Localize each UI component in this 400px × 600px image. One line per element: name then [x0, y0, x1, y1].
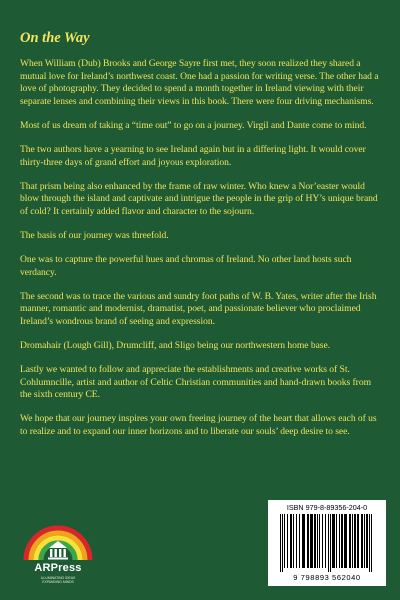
blurb-paragraph: Lastly we wanted to follow and appreciate the establishments and creative works of St. Cohlumncille, artist and author of Celtic Christian communities and hand-drawn books from the sixth century CE. — [20, 364, 371, 401]
barcode-bar — [287, 514, 288, 568]
barcode-bar — [364, 514, 365, 568]
blurb-paragraph: That prism being also enhanced by the frame of raw winter. Who knew a Nor’easter would blow through the island and captivate and intrigue the people in the grip of HY’s unique brand of cold? It certainly added flavor and character to the sojourn. — [20, 180, 378, 217]
barcode-bar — [349, 514, 351, 568]
barcode-bar — [310, 514, 313, 568]
barcode-digits: 9 798893 562040 — [293, 573, 361, 582]
barcode-bar — [336, 514, 337, 568]
barcode-bar — [319, 514, 320, 568]
barcode-bar — [361, 514, 363, 568]
barcode-bar — [299, 514, 300, 568]
rainbow-arch-icon — [20, 510, 96, 562]
blurb-paragraph: The two authors have a yearning to see Ireland again but in a differing light. It would cover thirty-three days of grand effort and joyous exploration. — [20, 143, 366, 168]
blurb-paragraph: We hope that our journey inspires your own freeing journey of the heart that allows each of us to realize and to expand our inner horizons and to liberate our souls’ deep desire to see. — [20, 413, 377, 437]
blurb-paragraph: Most of us dream of taking a “time out” to go on a journey. Virgil and Dante come to mind. — [20, 119, 367, 131]
barcode-bar — [330, 514, 331, 572]
blurb-text — [20, 58, 384, 450]
publisher-logo — [20, 510, 96, 586]
isbn-label: ISBN 979-8-89356-204-0 — [286, 503, 368, 512]
barcode-bar — [371, 514, 372, 572]
barcode-bar — [332, 514, 335, 568]
barcode-bar — [344, 514, 347, 568]
barcode-bar — [339, 514, 340, 568]
barcode-bar — [282, 514, 283, 572]
barcode-bar — [369, 514, 370, 572]
blurb-paragraph: One was to capture the powerful hues and chromas of Ireland. No other land hosts such verdancy. — [20, 254, 352, 278]
barcode-bar — [307, 514, 309, 568]
blurb-paragraph: The second was to trace the various and sundry foot paths of W. B. Yates, writer after the Irish manner, romantic and modernist, dramatist, poet, and passionate believer who proclaimed Ireland’s wondrous brand of seeing and expression. — [20, 290, 377, 327]
barcode-bars — [278, 514, 376, 572]
barcode-bar — [317, 514, 318, 568]
barcode-bar — [354, 514, 356, 568]
blurb-paragraph: When William (Dub) Brooks and George Sayre first met, they soon realized they shared a mutual love for Ireland’s northwest coast. One had a passion for writing verse. The other had a love of photography. They decided to spend a month together in Ireland viewing with their separate lenses and combining their views in this book. There were four driving mechanisms. — [20, 58, 379, 107]
barcode-bar — [352, 514, 353, 568]
barcode-bar — [322, 514, 323, 568]
barcode-bar — [357, 514, 359, 568]
back-cover-title: On the Way — [20, 30, 90, 46]
publisher-tagline: ILLUMINATING IDEAS EXPANDING MINDS — [40, 576, 76, 584]
blurb-paragraph: The basis of our journey was threefold. — [20, 229, 169, 241]
barcode-bar — [280, 514, 281, 572]
barcode-bar — [325, 514, 326, 568]
publisher-name: ARPress — [34, 562, 82, 574]
barcode-bar — [284, 514, 285, 568]
barcode-bar — [302, 514, 305, 568]
barcode-bar — [314, 514, 316, 568]
isbn-barcode — [268, 500, 386, 586]
barcode-bar — [341, 514, 343, 568]
barcode-bar — [290, 514, 292, 568]
barcode-bar — [328, 514, 329, 572]
barcode-bar — [296, 514, 297, 568]
barcode-bar — [366, 514, 368, 568]
blurb-paragraph: Dromahair (Lough Gill), Drumcliff, and Sligo being our northwestern home base. — [20, 340, 331, 351]
barcode-bar — [293, 514, 294, 568]
